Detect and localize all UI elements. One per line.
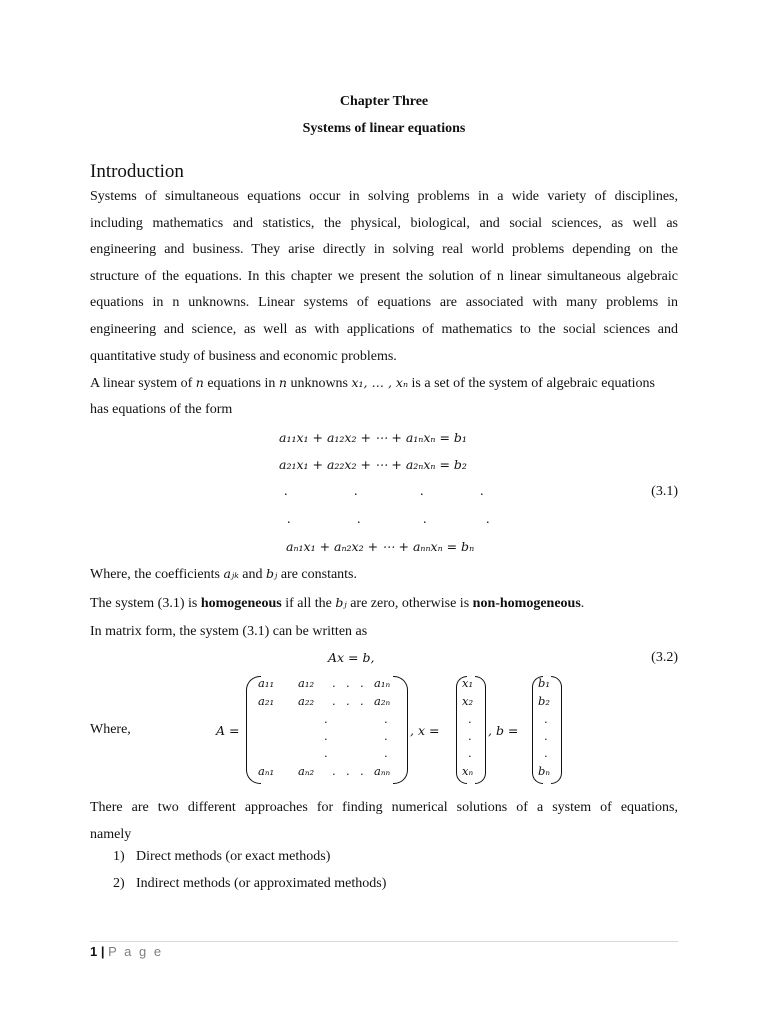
- method-item-2-text: Indirect methods (or approximated methods): [136, 876, 387, 891]
- section-title: Introduction: [90, 161, 184, 182]
- intro-line: engineering and business. They arise directly in solving real world problems depending on the: [90, 242, 678, 258]
- math-vars: x₁, … , xₙ: [351, 375, 409, 390]
- equation-row-1: a₁₁x₁ + a₁₂x₂ + ⋯ + a₁ₙxₙ = b₁: [279, 430, 467, 445]
- term-non-homogeneous: non-homogeneous: [472, 596, 581, 611]
- method-item-1: [113, 849, 125, 865]
- matrix-a-cell: a₁ₙ: [374, 676, 391, 690]
- text: and: [242, 567, 263, 582]
- dot: .: [420, 484, 424, 499]
- intro-line: engineering and science, as well as with applications of mathematics to the social sciences and: [90, 321, 678, 337]
- vector_b-cell: b₂: [538, 694, 550, 708]
- text: is a set of the system of algebraic equations: [411, 376, 655, 391]
- system-intro-line-2: has equations of the form: [90, 402, 233, 417]
- intro-line: quantitative study of business and economic problems.: [90, 348, 397, 364]
- intro-line: structure of the equations. In this chapter we present the solution of n linear simultaneous algebraic: [90, 268, 678, 284]
- right-paren: [551, 676, 562, 784]
- matrix-a-cell: .: [324, 746, 328, 760]
- math-n: n: [195, 375, 204, 390]
- math-b: bⱼ: [266, 566, 278, 581]
- text: unknowns: [290, 376, 348, 391]
- text: .: [580, 596, 585, 611]
- matrix-a-cell: .: [346, 676, 350, 690]
- matrix-a: [246, 676, 408, 782]
- vector_b-cell: .: [544, 746, 548, 760]
- vector-x-label: , x =: [410, 723, 440, 738]
- matrix-a-label: A =: [216, 723, 240, 738]
- dot: .: [354, 484, 358, 499]
- dot: .: [284, 484, 288, 499]
- vector_x-cell: xₙ: [462, 764, 474, 778]
- matrix-equation: Ax = b,: [328, 650, 375, 665]
- matrix-a-cell: aₙ₁: [258, 764, 275, 778]
- intro-line: including mathematics and statistics, the physical, biological, and social sciences, as well as: [90, 215, 678, 231]
- vector_x-cell: .: [468, 729, 472, 743]
- matrix-a-cell: .: [332, 694, 336, 708]
- matrix-a-cell: .: [384, 746, 388, 760]
- dot: .: [287, 512, 291, 527]
- homogeneous-line: [90, 595, 584, 612]
- text: A linear system of: [90, 376, 193, 391]
- chapter-title: Chapter Three: [339, 94, 429, 109]
- matrix-a-cell: .: [324, 712, 328, 726]
- text: if all the: [285, 596, 332, 611]
- vector_b-cell: .: [544, 712, 548, 726]
- equation-row-n: aₙ₁x₁ + aₙ₂x₂ + ⋯ + aₙₙxₙ = bₙ: [286, 539, 475, 554]
- text: are constants.: [280, 567, 358, 582]
- text: The system (3.1) is: [90, 596, 198, 611]
- footer-rule: [90, 941, 678, 942]
- page-footer: [90, 944, 163, 959]
- system-intro-line: [90, 375, 655, 392]
- approaches-line: namely: [90, 826, 132, 842]
- equation-number-3-1: (3.1): [651, 484, 678, 499]
- matrix-a-cell: a₁₂: [298, 676, 315, 690]
- equation-row-2: a₂₁x₁ + a₂₂x₂ + ⋯ + a₂ₙxₙ = b₂: [279, 457, 467, 472]
- page-label: P a g e: [108, 944, 164, 959]
- dot: .: [423, 512, 427, 527]
- matrix-a-cell: a₁₁: [258, 676, 275, 690]
- right-paren: [475, 676, 486, 784]
- footer-separator: |: [100, 944, 105, 959]
- matrix-a-cell: a₂ₙ: [374, 694, 391, 708]
- right-paren: [393, 676, 408, 784]
- vector_x-cell: x₁: [462, 676, 474, 690]
- vector_b-cell: b₁: [538, 676, 550, 690]
- vector-b-label: , b =: [488, 723, 519, 738]
- intro-paragraph: [90, 184, 678, 370]
- intro-line: Systems of simultaneous equations occur in solving problems in a wide variety of disciplines,: [90, 189, 678, 204]
- text: Where, the coefficients: [90, 567, 220, 582]
- vector_x-cell: .: [468, 746, 472, 760]
- matrix-a-cell: .: [332, 764, 336, 778]
- matrix-a-cell: .: [346, 694, 350, 708]
- matrix-form-line: In matrix form, the system (3.1) can be written as: [90, 624, 368, 639]
- matrix-a-cell: .: [360, 764, 364, 778]
- approaches-line: There are two different approaches for finding numerical solutions of a system of equations,: [90, 800, 678, 815]
- math-a: aⱼₖ: [223, 566, 239, 581]
- method-item-2: [113, 876, 125, 892]
- text: equations in: [207, 376, 276, 391]
- equation-number-3-2: (3.2): [651, 650, 678, 665]
- matrix-a-cell: .: [384, 712, 388, 726]
- vector_b-cell: bₙ: [538, 764, 551, 778]
- intro-line: equations in n unknowns. Linear systems of equations are associated with many problems in: [90, 295, 678, 311]
- method-item-1-text: Direct methods (or exact methods): [136, 849, 331, 864]
- matrix-a-cell: aₙ₂: [298, 764, 315, 778]
- math-n: n: [278, 375, 287, 390]
- vector_b-cell: .: [544, 729, 548, 743]
- matrix-a-cell: .: [360, 676, 364, 690]
- matrix-a-cell: .: [346, 764, 350, 778]
- text: are zero, otherwise is: [350, 596, 470, 611]
- list-number: 2): [113, 876, 125, 891]
- coefficients-line: [90, 566, 357, 583]
- page-number: 1: [90, 944, 98, 959]
- matrix-a-cell: aₙₙ: [374, 764, 391, 778]
- vector-x: [456, 676, 486, 782]
- vector_x-cell: .: [468, 712, 472, 726]
- matrix-a-cell: a₂₁: [258, 694, 275, 708]
- approaches-paragraph: [90, 795, 678, 848]
- vector-b: [532, 676, 562, 782]
- dot: .: [357, 512, 361, 527]
- dot: .: [480, 484, 484, 499]
- dot: .: [486, 512, 490, 527]
- where-label: Where,: [90, 722, 131, 737]
- vector_x-cell: x₂: [462, 694, 474, 708]
- matrix-a-cell: .: [324, 729, 328, 743]
- list-number: 1): [113, 849, 125, 864]
- matrix-a-cell: .: [360, 694, 364, 708]
- matrix-a-cell: .: [384, 729, 388, 743]
- math-b: bⱼ: [335, 595, 347, 610]
- term-homogeneous: homogeneous: [200, 596, 282, 611]
- matrix-a-cell: a₂₂: [298, 694, 315, 708]
- matrix-a-cell: .: [332, 676, 336, 690]
- chapter-subtitle: Systems of linear equations: [302, 121, 466, 136]
